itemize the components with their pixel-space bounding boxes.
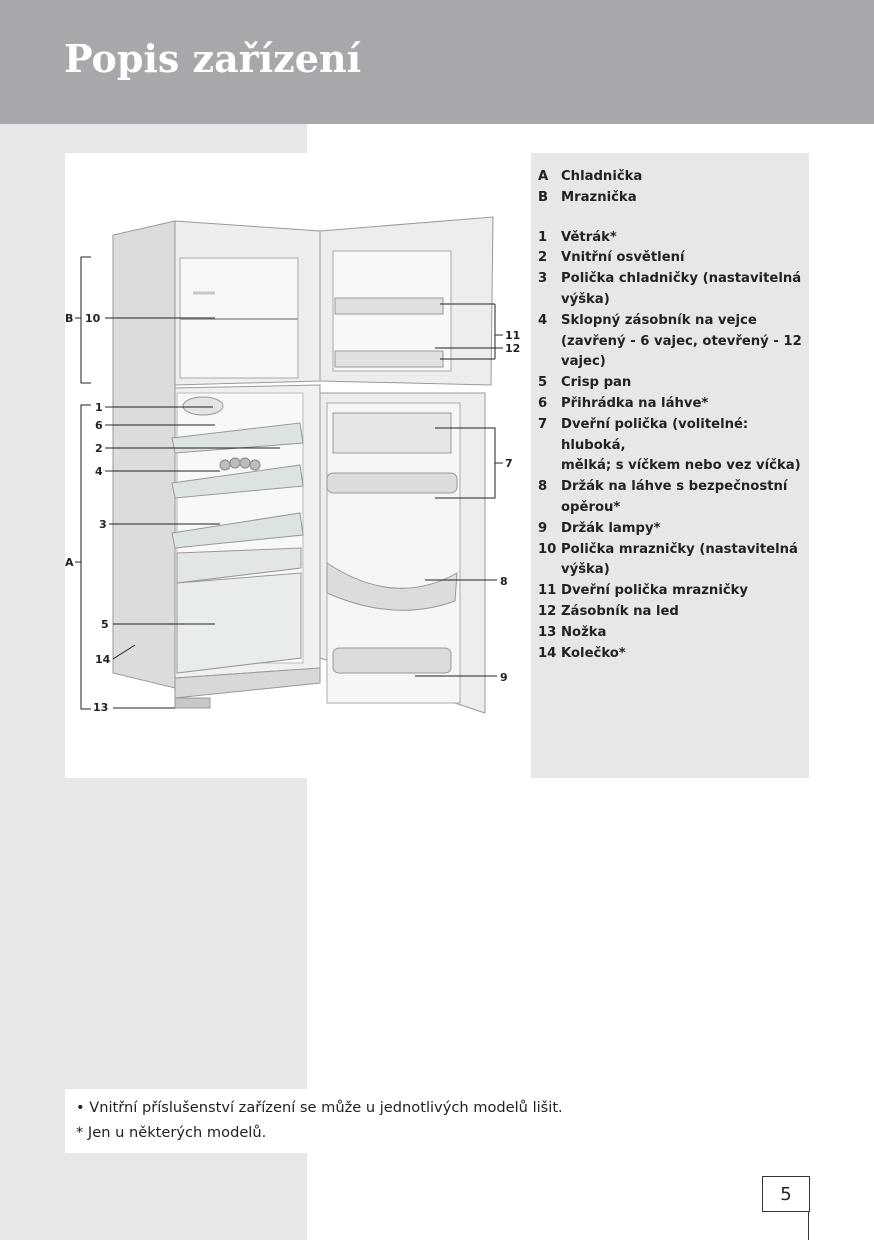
legend-key: 13 — [538, 624, 557, 640]
legend-key: A — [538, 169, 549, 184]
legend-text: výška) — [561, 291, 610, 307]
legend-text: Držák na láhve s bezpečnostní — [561, 479, 788, 495]
legend-item — [538, 623, 806, 644]
legend-key: 7 — [538, 416, 548, 432]
callout-4: 4 — [95, 465, 103, 478]
legend-item — [538, 167, 806, 188]
notes-box — [65, 1089, 807, 1153]
callout-8: 8 — [500, 575, 508, 588]
callout-14: 14 — [95, 653, 111, 666]
legend-key — [538, 352, 561, 373]
legend-key: 2 — [538, 250, 548, 266]
legend-text: Dveřní polička (volitelné: hluboká, — [561, 416, 749, 453]
legend-key: 11 — [538, 583, 557, 599]
legend-text: Polička mrazničky (nastavitelná — [561, 541, 798, 557]
legend-panel — [531, 153, 809, 778]
legend-item-continuation — [538, 332, 806, 353]
legend-key — [538, 456, 561, 477]
callout-7: 7 — [505, 457, 513, 470]
legend-list — [538, 167, 806, 664]
legend-text: Držák lampy* — [561, 520, 661, 536]
legend-item — [538, 188, 806, 209]
legend-key: 4 — [538, 312, 548, 328]
callout-3: 3 — [99, 518, 107, 531]
callout-10: 10 — [85, 312, 101, 325]
legend-text: výška) — [561, 562, 610, 578]
legend-item-continuation — [538, 498, 806, 519]
legend-key: 12 — [538, 603, 557, 619]
legend-item — [538, 581, 806, 602]
legend-text: Vnitřní osvětlení — [561, 250, 685, 266]
callout-12: 12 — [505, 342, 521, 355]
page-title: Popis zařízení — [64, 36, 362, 81]
callout-6: 6 — [95, 419, 103, 432]
legend-key: 1 — [538, 229, 548, 245]
legend-item — [538, 269, 806, 290]
callout-11: 11 — [505, 329, 521, 342]
legend-item — [538, 602, 806, 623]
legend-text: opěrou* — [561, 499, 621, 515]
legend-text: Polička chladničky (nastavitelná — [561, 271, 802, 287]
legend-item-continuation — [538, 560, 806, 581]
legend-key — [538, 290, 561, 311]
callout-13: 13 — [93, 701, 109, 714]
legend-text: Zásobník na led — [561, 603, 679, 619]
legend-text: Mraznička — [561, 189, 637, 205]
legend-key: 6 — [538, 395, 548, 411]
legend-text: vajec) — [561, 354, 606, 370]
legend-key: 8 — [538, 479, 548, 495]
legend-text: Crisp pan — [561, 375, 632, 391]
callout-1: 1 — [95, 401, 103, 414]
page-header — [0, 0, 874, 124]
fridge-illustration — [65, 153, 531, 778]
legend-text: Přihrádka na láhve* — [561, 395, 709, 411]
legend-item — [538, 373, 806, 394]
legend-text: (zavřený - 6 vajec, otevřený - 12 — [561, 333, 802, 349]
legend-item — [538, 415, 806, 457]
legend-text: Kolečko* — [561, 645, 626, 661]
callout-9: 9 — [500, 671, 508, 684]
legend-item — [538, 228, 806, 249]
legend-key: 9 — [538, 520, 548, 536]
legend-key: 14 — [538, 645, 557, 661]
legend-item — [538, 519, 806, 540]
legend-key: 5 — [538, 375, 548, 391]
note-some-models: * Jen u některých modelů. — [76, 1124, 267, 1141]
legend-key — [538, 560, 561, 581]
legend-item — [538, 477, 806, 498]
legend-key — [538, 498, 561, 519]
page-edge-line — [808, 1211, 809, 1240]
legend-item — [538, 248, 806, 269]
legend-key: B — [538, 189, 549, 205]
label-a: A — [65, 556, 74, 569]
legend-spacer — [538, 209, 806, 228]
legend-text: Nožka — [561, 624, 607, 640]
legend-text: Chladnička — [561, 169, 643, 184]
legend-text: mělká; s víčkem nebo vez víčka) — [561, 458, 801, 474]
callout-5: 5 — [101, 618, 109, 631]
label-b: B — [65, 312, 74, 325]
legend-item-continuation — [538, 456, 806, 477]
legend-item — [538, 644, 806, 665]
legend-item-continuation — [538, 290, 806, 311]
callout-2: 2 — [95, 442, 103, 455]
legend-text: Sklopný zásobník na vejce — [561, 312, 757, 328]
note-accessories: • Vnitřní příslušenství zařízení se může u jednotlivých modelů lišit. — [76, 1099, 563, 1116]
legend-text: Dveřní polička mrazničky — [561, 583, 749, 599]
legend-item — [538, 311, 806, 332]
legend-item-continuation — [538, 352, 806, 373]
legend-item — [538, 394, 806, 415]
legend-text: Větrák* — [561, 229, 617, 245]
fridge-illustration-panel — [65, 153, 531, 778]
legend-item — [538, 540, 806, 561]
page-number: 5 — [762, 1176, 810, 1212]
legend-key: 10 — [538, 541, 557, 557]
legend-key: 3 — [538, 271, 548, 287]
legend-key — [538, 332, 561, 353]
